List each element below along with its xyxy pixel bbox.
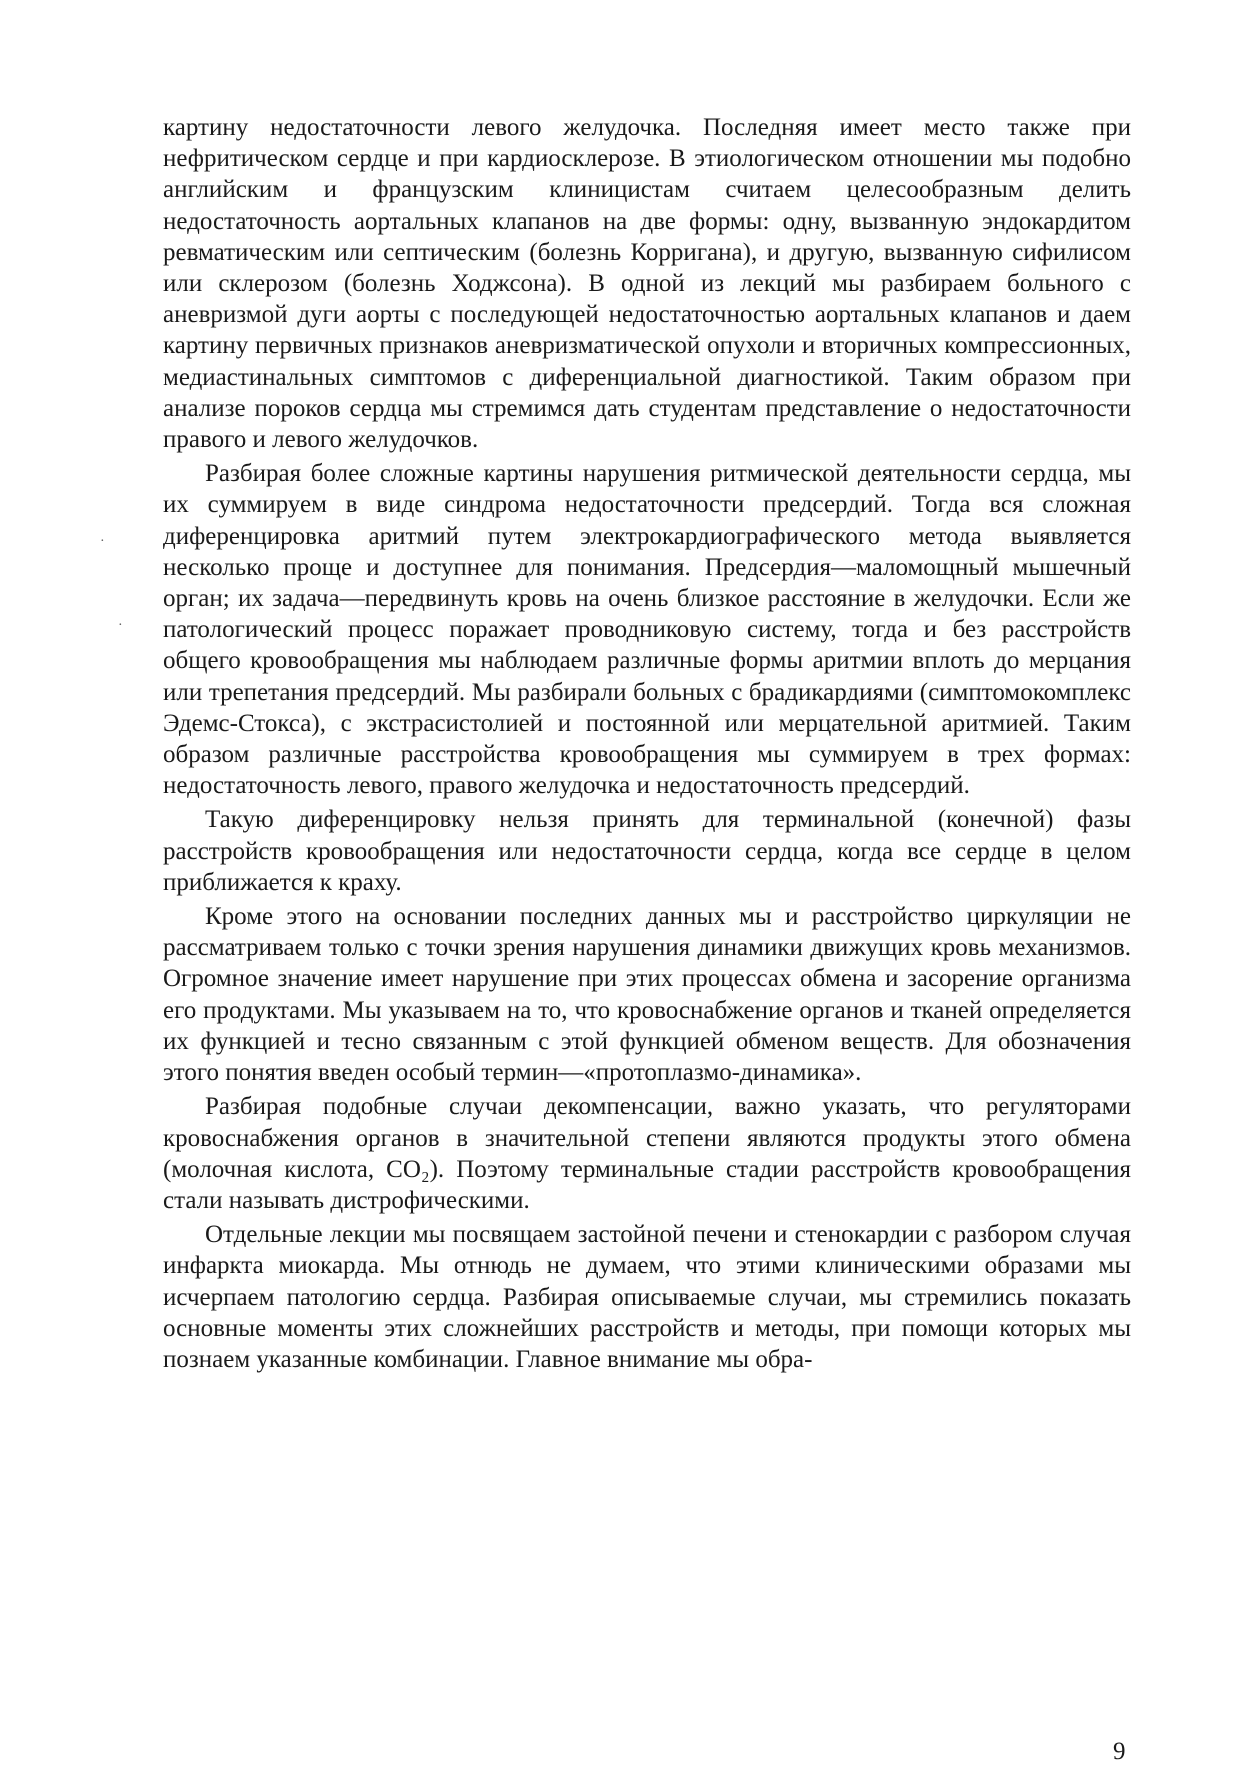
paragraph-2: Разбирая более сложные картины нарушения ритмической деятельности сердца, мы их суммируем в виде синдрома недостаточности предсердий. Тогда вся сложная диференцировка аритмий путем электрокардиографического метода выявляется несколько проще и доступнее для понимания. Предсердия—маломощный мышечный орган; их задача—передвинуть кровь на очень близкое расстояние в желудочки. Если же патологический процесс поражает проводниковую систему, тогда и без расстройств общего кровообращения мы наблюдаем различные формы аритмии вплоть до мерцания или трепетания предсердий. Мы разбирали больных с брадикардиями (симптомокомплекс Эдемс-Стокса), с экстрасистолией и постоянной или мерцательной аритмией. Таким образом различные расстройства кровообращения мы суммируем в трех формах: недостаточность левого, правого желудочка и недостаточность предсердий. — [163, 460, 1131, 800]
paragraph-1: картину недостаточности левого желудочка. Последняя имеет место также при нефритическом сердце и при кардиосклерозе. В этиологическом отношении мы подобно английским и французским клиницистам считаем целесообразным делить недостаточность аортальных клапанов на две формы: одну, вызванную эндокардитом ревматическим или септическим (болезнь Корригана), и другую, вызванную сифилисом или склерозом (болезнь Ходжсона). В одной из лекций мы разбираем больного с аневризмой дуги аорты с последующей недостаточностью аортальных клапанов и даем картину первичных признаков аневризматической опухоли и вторичных компрессионных, медиастинальных симптомов с диференциальной диагностикой. Таким образом при анализе пороков сердца мы стремимся дать студентам представление о недостаточности правого и левого желудочков. — [163, 114, 1131, 454]
body-text — [163, 112, 1131, 1375]
paragraph-4: Кроме этого на основании последних данных мы и расстройство циркуляции не рассматриваем только с точки зрения нарушения динамики движущих кровь механизмов. Огромное значение имеет нарушение при этих процессах обмена и засорение организма его продуктами. Мы указываем на то, что кровоснабжение органов и тканей определяется их функцией и тесно связанным с этой функцией обменом веществ. Для обозначения этого понятия введен особый термин—«протоплазмо-динамика». — [163, 903, 1131, 1087]
paragraph-3: Такую диференцировку нельзя принять для терминальной (конечной) фазы расстройств кровообращения или недостаточности сердца, когда все сердце в целом приближается к краху. — [163, 806, 1131, 896]
scan-speck-mark: · — [118, 618, 123, 633]
page-number: 9 — [1113, 1738, 1126, 1765]
scan-speck-mark: · — [100, 534, 105, 549]
paragraph-5: Разбирая подобные случаи декомпенсации, важно указать, что регуляторами кровоснабжения органов в значительной степени являются продукты этого обмена (молочная кислота, CO₂). Поэтому терминальные стадии расстройств кровообращения стали называть дистрофическими. — [163, 1093, 1131, 1214]
paragraph-6: Отдельные лекции мы посвящаем застойной печени и стенокардии с разбором случая инфаркта миокарда. Мы отнюдь не думаем, что этими клиническими образами мы исчерпаем патологию сердца. Разбирая описываемые случаи, мы стремились показать основные моменты этих сложнейших расстройств и методы, при помощи которых мы познаем указанные комбинации. Главное внимание мы обра- — [163, 1221, 1131, 1373]
